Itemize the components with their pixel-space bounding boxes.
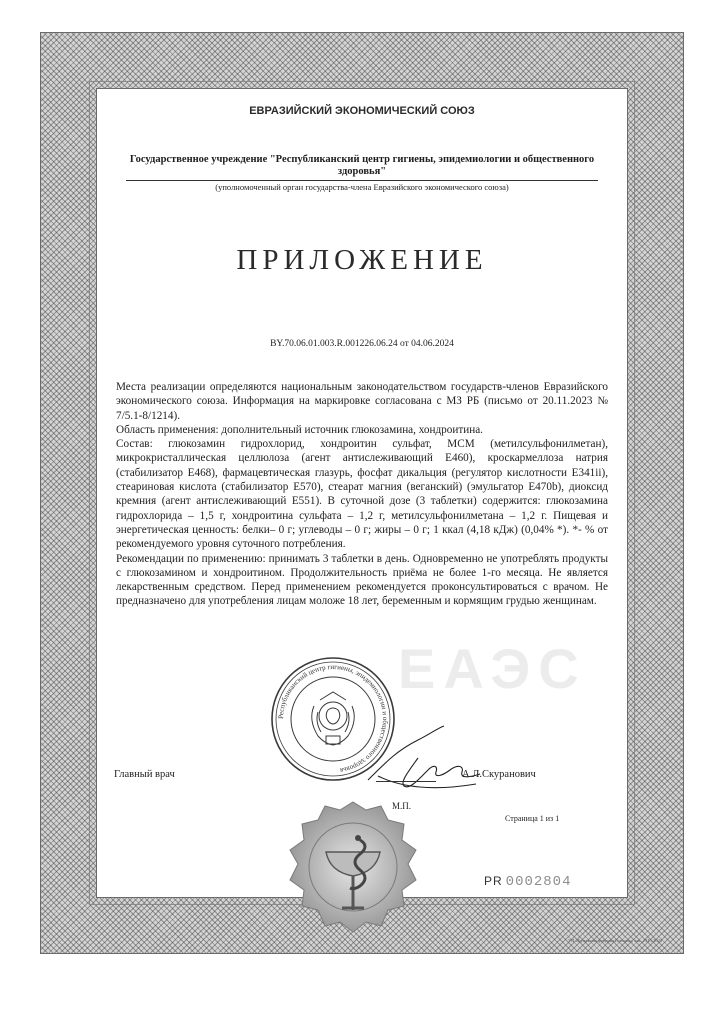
organization-underline [126, 180, 598, 181]
organization-note: (уполномоченный орган государства-члена Евразийского экономического союза) [215, 182, 509, 192]
body-paragraph: Места реализации определяются национальным законодательством государств-членов Евразийского экономического союза. Информация на маркировке согласована с МЗ РБ (письмо от 20.11.2023 № 7/5.1-8/1214). [116, 381, 608, 422]
printer-imprint: УП «Бумажная фабрика Гознака», зак. 2315-2023 [568, 938, 663, 943]
document-title: ПРИЛОЖЕНИЕ [236, 244, 488, 276]
signature-icon [358, 720, 488, 800]
page-number: Страница 1 из 1 [505, 814, 560, 823]
serial-number [484, 874, 571, 890]
organization-name: Государственное учреждение "Республиканский центр гигиены, эпидемиологии и общественного здоровья" [129, 154, 595, 177]
hologram-emblem-icon [286, 800, 420, 934]
serial-digits: 0002804 [505, 874, 572, 890]
body-paragraph: Рекомендации по применению: принимать 3 таблетки в день. Одновременно не употреблять продукты с глюкозамином и хондроитином. Продолжительность приёма не более 1-го месяца. Не является лекарственным средством. Перед применением рекомендуется проконсультироваться с врачом. Не предназначено для употребления лицам моложе 18 лет, беременным и кормящим грудью женщинам. [116, 552, 608, 608]
signer-name: А.Л.Скуранович [462, 769, 536, 780]
seal-text: Республиканский центр гигиены, эпидемиологии и общественного здоровья [276, 662, 390, 775]
union-title: ЕВРАЗИЙСКИЙ ЭКОНОМИЧЕСКИЙ СОЮЗ [249, 105, 475, 117]
signer-position: Главный врач [114, 769, 175, 780]
body-paragraph: Состав: глюкозамин гидрохлорид, хондроитин сульфат, МСМ (метилсульфонилметан), микрокристаллическая целлюлоза (агент антислеживающий Е460), кроскармеллоза натрия (стабилизатор Е468), фармацевтическая глазурь, фосфат дикальция (регулятор кислотности Е341ii), стеариновая кислота (стабилизатор Е570), стеарат магния (веганский) (эмульгатор Е470b), диоксид кремния (агент антислеживающий Е551). В суточной дозе (3 таблетки) содержится: глюкозамина гидрохлорида – 1,5 г, хондроитина сульфата – 1,2 г, метилсульфонилметана – 1,2 г. Пищевая и энергетическая ценность: белки– 0 г; углеводы – 0 г; жиры – 0 г; 1 ккал (4,18 кДж) (0,04% *). *- % от рекомендуемого уровня суточного потребления. [116, 438, 608, 551]
document-body-text [116, 380, 608, 609]
document-number: BY.70.06.01.003.R.001226.06.24 от 04.06.2024 [270, 339, 454, 349]
eaeu-watermark: ЕАЭС [398, 637, 587, 700]
body-paragraph: Область применения: дополнительный источник глюкозамина, хондроитина. [116, 423, 483, 436]
serial-prefix: PR [484, 874, 503, 888]
stamp-place-label: М.П. [392, 801, 412, 811]
signature-line [376, 781, 436, 782]
